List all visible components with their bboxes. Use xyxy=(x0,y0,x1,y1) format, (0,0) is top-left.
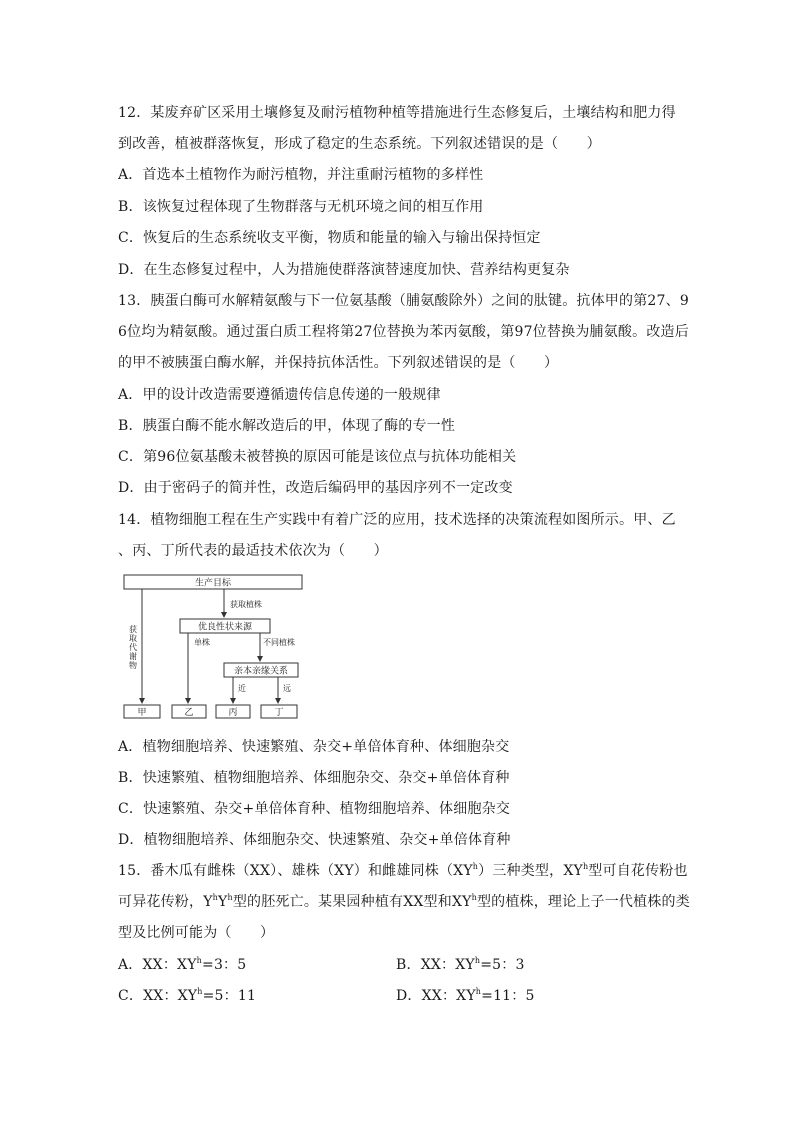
q15-option-d xyxy=(396,986,535,1006)
box-parent-relation-label: 亲本亲缘关系 xyxy=(233,666,289,677)
q14-stem-line2: 、丙、丁所代表的最适技术依次为（ ） xyxy=(118,543,388,559)
q15-option-b-post: =5：3 xyxy=(480,957,525,973)
q15-option-a-post: =3：5 xyxy=(202,957,247,973)
q15-superscript: h xyxy=(227,893,233,902)
q15-option-c-sup: h xyxy=(197,987,203,996)
q15-text: ）三种类型，XY xyxy=(478,863,583,879)
q13-option-b: B．胰蛋白酶不能水解改造后的甲，体现了酶的专一性 xyxy=(118,418,456,434)
q15-text: 型的胚死亡。某果园种植有XX型和XY xyxy=(232,894,472,910)
q12-option-a: A．首选本土植物作为耐污植物，并注重耐污植物的多样性 xyxy=(118,167,484,183)
q15-option-d-pre: D．XX：XY xyxy=(396,988,476,1004)
q15-option-c-post: =5：11 xyxy=(202,988,257,1004)
label-near: 近 xyxy=(238,684,246,693)
label-far: 远 xyxy=(283,684,291,693)
q15-option-b-pre: B．XX：XY xyxy=(396,957,475,973)
q14-option-d: D．植物细胞培养、体细胞杂交、快速繁殖、杂交+单倍体育种 xyxy=(118,832,511,848)
q15-text: Y xyxy=(218,894,228,910)
q12-option-b: B．该恢复过程体现了生物群落与无机环境之间的相互作用 xyxy=(118,199,484,215)
q13-option-a: A．甲的设计改造需要遵循遗传信息传递的一般规律 xyxy=(118,387,441,403)
box-jia-label: 甲 xyxy=(137,708,147,718)
q15-option-a-sup: h xyxy=(196,956,203,965)
box-ding-label: 丁 xyxy=(274,708,284,718)
box-yi-label: 乙 xyxy=(184,708,194,718)
q15-option-d-post: =11：5 xyxy=(481,988,535,1004)
q15-text: 15．番木瓜有雌株（XX）、雄株（XY）和雌雄同株（XY xyxy=(118,863,473,879)
q15-text: 型的植株，理论上子一代植株的类 xyxy=(476,894,690,910)
label-single-plant: 单株 xyxy=(194,638,210,647)
q15-text: 型可自花传粉也 xyxy=(588,863,688,879)
q15-option-b-sup: h xyxy=(474,956,481,965)
q15-option-c xyxy=(118,986,256,1006)
q15-stem-line3: 型及比例可能为（ ） xyxy=(118,925,275,941)
q12-option-c: C．恢复后的生态系统收支平衡，物质和能量的输入与输出保持恒定 xyxy=(118,230,541,246)
q15-superscript: h xyxy=(582,862,589,871)
q12-option-d: D．在生态修复过程中，人为措施使群落演替速度加快、营养结构更复杂 xyxy=(118,262,570,278)
q14-option-b: B．快速繁殖、植物细胞培养、体细胞杂交、杂交+单倍体育种 xyxy=(118,770,510,786)
q15-stem-line2 xyxy=(118,892,690,912)
q13-option-c: C．第96位氨基酸未被替换的原因可能是该位点与抗体功能相关 xyxy=(118,449,517,465)
box-bing-label: 丙 xyxy=(228,708,238,718)
q13-stem-line3: 的甲不被胰蛋白酶水解，并保持抗体活性。下列叙述错误的是（ ） xyxy=(118,355,559,371)
box-trait-source-label: 优良性状来源 xyxy=(197,622,253,633)
label-obtain-plant: 获取植株 xyxy=(230,600,262,609)
q15-superscript: h xyxy=(472,862,479,871)
q12-stem-line1: 12．某废弃矿区采用土壤修复及耐污植物种植等措施进行生态修复后，土壤结构和肥力得 xyxy=(118,105,676,121)
q14-option-a: A．植物细胞培养、快速繁殖、杂交+单倍体育种、体细胞杂交 xyxy=(118,739,510,755)
q15-superscript: h xyxy=(212,893,219,902)
q15-option-a xyxy=(118,955,246,975)
q15-stem-line1 xyxy=(118,861,688,881)
box-production-goal-label: 生产目标 xyxy=(194,578,232,589)
q14-option-c: C．快速繁殖、杂交+单倍体育种、植物细胞培养、体细胞杂交 xyxy=(118,801,511,817)
q15-text: 可异花传粉，Y xyxy=(118,894,213,910)
q13-stem-line2: 6位均为精氨酸。通过蛋白质工程将第27位替换为苯丙氨酸，第97位替换为脯氨酸。改造后 xyxy=(118,324,689,340)
q15-superscript: h xyxy=(471,893,477,902)
q12-stem-line2: 到改善，植被群落恢复，形成了稳定的生态系统。下列叙述错误的是（ ） xyxy=(118,136,601,152)
label-obtain-metabolite: 获取代谢物 xyxy=(129,625,137,670)
q15-option-c-pre: C．XX：XY xyxy=(118,988,198,1004)
q15-option-a-pre: A．XX：XY xyxy=(118,957,197,973)
q15-option-d-sup: h xyxy=(475,987,482,996)
label-different-plants: 不同植株 xyxy=(263,638,295,647)
technique-decision-flowchart xyxy=(120,572,310,720)
q13-option-d: D．由于密码子的简并性，改造后编码甲的基因序列不一定改变 xyxy=(118,480,513,496)
q13-stem-line1: 13．胰蛋白酶可水解精氨酸与下一位氨基酸（脯氨酸除外）之间的肽键。抗体甲的第27、9 xyxy=(118,293,689,309)
q14-stem-line1: 14．植物细胞工程在生产实践中有着广泛的应用，技术选择的决策流程如图所示。甲、乙 xyxy=(118,512,676,528)
q15-option-b xyxy=(396,955,525,975)
